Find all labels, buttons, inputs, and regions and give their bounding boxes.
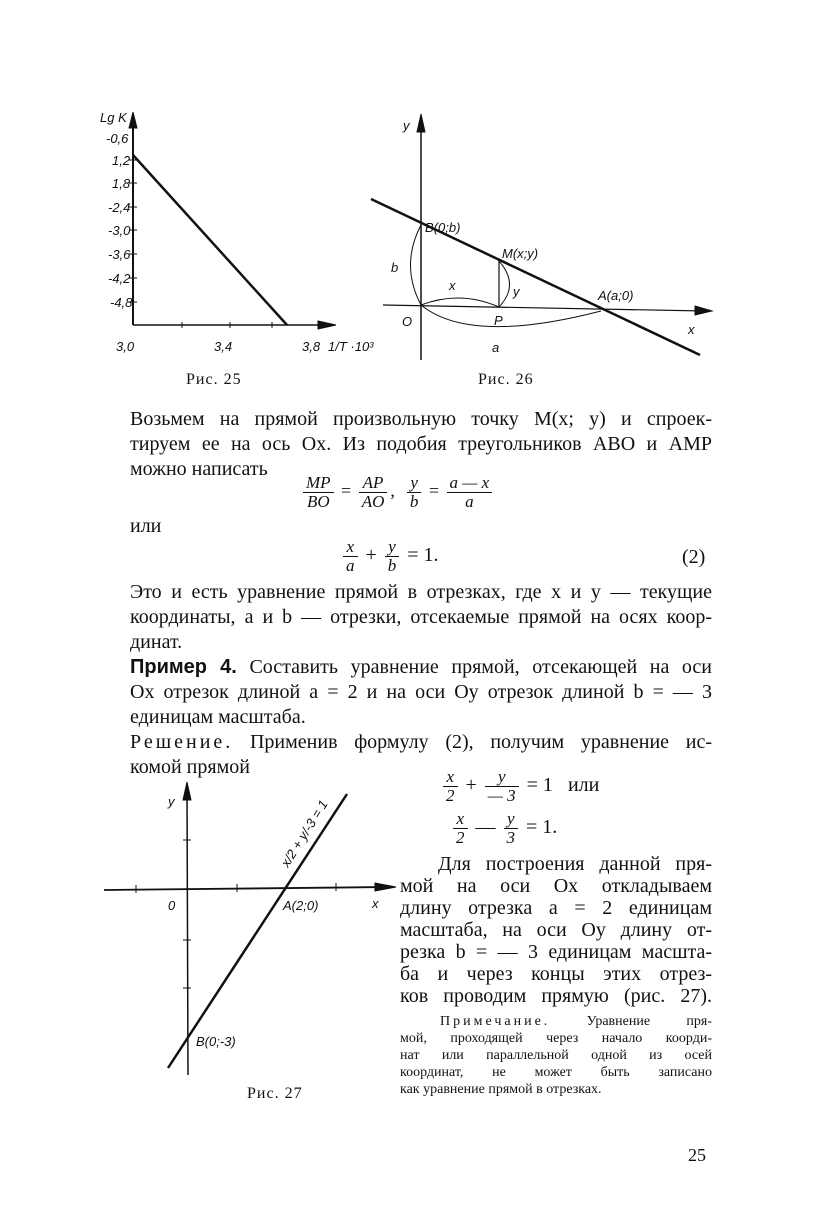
frac-den: a	[346, 556, 355, 575]
figure-25-caption: Рис. 25	[186, 371, 242, 388]
example-text: Составить уравнение прямой, отсекающей на оси	[236, 656, 713, 678]
para3-line: ба и через концы этих отрез-	[400, 963, 712, 985]
frac-den: BO	[306, 492, 330, 511]
formula-rhs: = 1	[526, 774, 553, 797]
fig27-point-b: B(0;-3)	[196, 1034, 236, 1049]
formula-2: $\frac{x}{a}$ + $\frac{y}{b}$ = 1.	[340, 538, 439, 575]
frac-den: a	[465, 492, 474, 511]
fig25-x-tick: 3,8	[302, 339, 321, 354]
frac-num: AP	[359, 474, 388, 493]
formula-4: $\frac{x}{2}$ — $\frac{y}{3}$ = 1.	[450, 810, 557, 847]
fig25-x-tick: 3,4	[214, 339, 233, 354]
formula-number: (2)	[682, 546, 706, 568]
fig25-y-tick: -0,6	[106, 131, 129, 146]
figure-27-caption: Рис. 27	[247, 1085, 303, 1102]
fig25-y-tick: 1,8	[112, 176, 131, 191]
fig26-point-a: A(a;0)	[598, 288, 634, 303]
fig27-y-axis	[187, 790, 188, 1075]
example-label: Пример 4.	[130, 656, 237, 678]
fig27-x-label: x	[372, 896, 379, 911]
solution-line: комой прямой	[130, 756, 250, 778]
frac-den: 3	[506, 828, 515, 847]
para1-line: Возьмем на прямой произвольную точку M(x; y) и спроек-	[130, 408, 712, 430]
fig27-x-axis	[104, 887, 390, 890]
fig27-line	[168, 794, 347, 1068]
para3-line: ков проводим прямую (рис. 27).	[400, 985, 712, 1007]
fig25-y-tick: -3,0	[108, 223, 131, 238]
frac-num: x	[443, 768, 458, 787]
fig27-equation: x/2 + y/-3 = 1	[277, 797, 331, 870]
para2-line: Это и есть уравнение прямой в отрезках, где x и y — текущие	[130, 581, 712, 603]
or-word: или	[567, 774, 600, 797]
fig27-point-a: A(2;0)	[283, 898, 319, 913]
fig26-seg-x: x	[449, 278, 456, 293]
page-number: 25	[688, 1145, 706, 1165]
para3-line: мой на оси Ox откладываем	[400, 875, 712, 897]
fig26-point-m: M(x;y)	[502, 246, 539, 261]
fig25-x-tick: 3,0	[116, 339, 135, 354]
fig27-y-arrow-icon	[183, 782, 191, 800]
para3-line: резка b = — 3 единицам масшта-	[400, 941, 712, 963]
fig26-origin: O	[402, 314, 413, 329]
figure-26-caption: Рис. 26	[478, 371, 534, 388]
frac-num: y	[485, 768, 519, 787]
fig26-x-label: x	[688, 322, 695, 337]
frac-den: b	[409, 492, 419, 511]
frac-den: b	[387, 556, 397, 575]
example-line: Ox отрезок длиной a = 2 и на оси Oy отрезок длиной b = — 3	[130, 681, 712, 703]
note-line: нат или параллельной одной из осей	[400, 1048, 712, 1063]
frac-num: MP	[303, 474, 334, 493]
formula-similarity: $\frac{MP}{BO}$ = $\frac{AP}{AO}$ , $\frac{y}{b}$ = $\frac{a — x}{a}$	[300, 474, 495, 511]
para3-line: Для построения данной пря-	[438, 853, 712, 875]
note-line: как уравнение прямой в отрезках.	[400, 1082, 602, 1097]
formula-3: $\frac{x}{2}$ + $\frac{y}{— 3}$ = 1 или	[440, 768, 599, 805]
frac-den: 2	[446, 786, 455, 805]
note-line: координат, не может быть записано	[400, 1065, 712, 1080]
solution-text: Применив формулу (2), получим уравнение ис-	[233, 731, 712, 753]
frac-num: y	[407, 474, 422, 493]
solution-label: Решение.	[130, 731, 234, 753]
fig26-point-p: P	[494, 313, 503, 328]
fig26-y-label: y	[403, 118, 410, 133]
frac-num: x	[453, 810, 468, 829]
formula-rhs: = 1.	[526, 816, 558, 839]
para3-line: длину отрезка a = 2 единицам	[400, 897, 712, 919]
frac-num: x	[343, 538, 358, 557]
formula-rhs: = 1.	[407, 544, 439, 567]
para2-line: динат.	[130, 631, 183, 653]
para1-line: тируем ее на ось Ox. Из подобия треугольников ABO и AMP	[130, 433, 712, 455]
fig25-y-label: Lg K	[100, 110, 127, 125]
example-line: единицам масштаба.	[130, 706, 306, 728]
fig26-point-b: B(0;b)	[425, 220, 461, 235]
fig26-seg-b: b	[391, 260, 399, 275]
fig25-y-tick: 1,2	[112, 153, 131, 168]
note-line: мой, проходящей через начало коорди-	[400, 1031, 712, 1046]
fig25-y-tick: -4,8	[110, 295, 133, 310]
fig25-x-label: 1/T ·10³	[328, 339, 374, 354]
fig25-y-tick: -2,4	[108, 200, 131, 215]
frac-num: y	[504, 810, 519, 829]
fig26-seg-a: a	[492, 340, 500, 355]
para3-line: масштаба, на оси Oy длину от-	[400, 919, 712, 941]
fig27-x-arrow-icon	[375, 883, 396, 891]
fig27-y-label: y	[168, 794, 175, 809]
fig26-seg-y: y	[513, 284, 520, 299]
frac-num: y	[385, 538, 400, 557]
frac-den: — 3	[487, 786, 516, 805]
frac-den: 2	[456, 828, 465, 847]
para1-line: можно написать	[130, 458, 268, 480]
fig27-origin: 0	[168, 898, 176, 913]
note-label: Примечание.	[440, 1014, 551, 1029]
para2-line: координаты, a и b — отрезки, отсекаемые прямой на осях коор-	[130, 606, 712, 628]
or-word: или	[130, 515, 162, 537]
frac-num: a — x	[447, 474, 493, 493]
fig25-y-tick: -4,2	[108, 271, 131, 286]
note-text: Уравнение пря-	[550, 1014, 712, 1029]
frac-den: AO	[361, 492, 385, 511]
fig25-y-tick: -3,6	[108, 247, 131, 262]
